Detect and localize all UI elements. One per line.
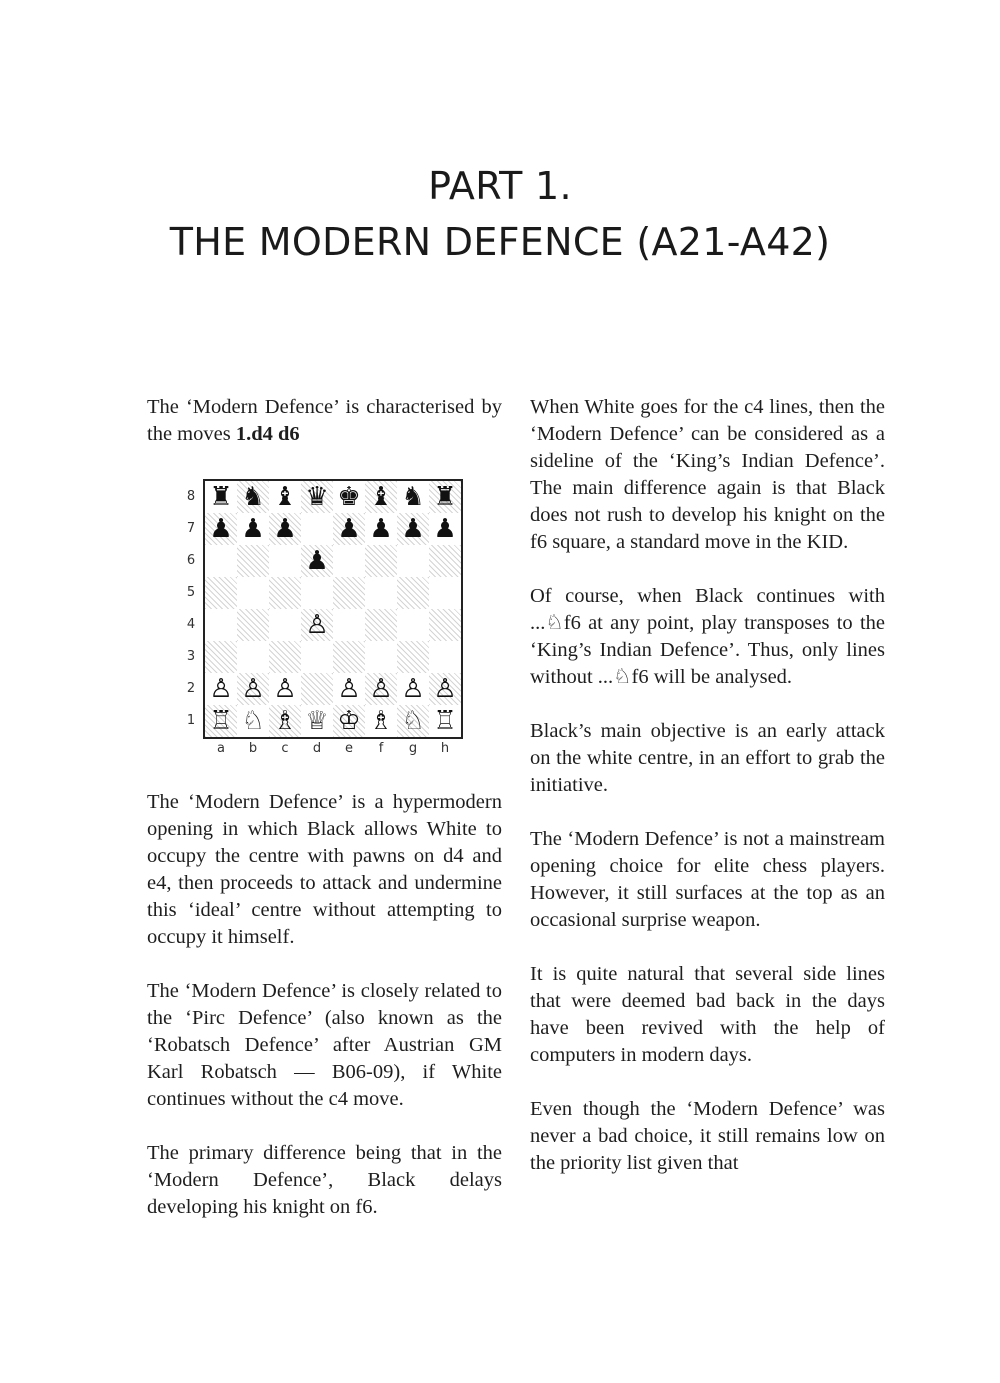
rank-label: 5	[186, 585, 196, 600]
square-h6	[429, 545, 461, 577]
rank-label: 3	[186, 649, 196, 664]
square-d7	[301, 513, 333, 545]
square-g6	[397, 545, 429, 577]
square-b2	[237, 673, 269, 705]
file-label: d	[312, 741, 322, 756]
file-label: e	[345, 741, 353, 756]
rank-label: 8	[186, 489, 196, 504]
chess-piece: ♚	[337, 482, 361, 512]
chess-piece: ♟	[369, 514, 393, 544]
chess-piece: ♙	[337, 674, 361, 704]
chess-piece: ♞	[401, 482, 425, 512]
chess-piece: ♗	[273, 706, 297, 736]
right-paragraph-3: Black’s main objective is an early attack on the white centre, in an effort to grab the initiative.	[530, 720, 885, 796]
square-g2	[397, 673, 429, 705]
chess-piece: ♜	[433, 482, 457, 512]
square-g7	[397, 513, 429, 545]
chess-piece: ♙	[433, 674, 457, 704]
square-e5	[333, 577, 365, 609]
square-d8	[301, 481, 333, 513]
square-d3	[301, 641, 333, 673]
chess-piece: ♘	[401, 706, 425, 736]
square-d6	[301, 545, 333, 577]
square-b1	[237, 705, 269, 737]
square-c8	[269, 481, 301, 513]
square-e8	[333, 481, 365, 513]
chess-piece: ♙	[305, 610, 329, 640]
file-label: h	[440, 741, 450, 756]
chess-piece: ♞	[241, 482, 265, 512]
left-paragraph-2: The ‘Modern Defence’ is a hypermodern opening in which Black allows White to occupy the centre with pawns on d4 and e4, then proceeds to attack and undermine this ‘ideal’ centre without attempting to occupy it himself.	[147, 791, 502, 948]
file-label: g	[408, 741, 418, 756]
intro-moves: 1.d4 d6	[235, 423, 300, 445]
square-e3	[333, 641, 365, 673]
right-paragraph-5: It is quite natural that several side lines that were deemed bad back in the days have been revived with the help of computers in modern days.	[530, 963, 885, 1066]
square-g1	[397, 705, 429, 737]
square-c7	[269, 513, 301, 545]
chess-piece: ♟	[209, 514, 233, 544]
chess-diagram	[147, 475, 467, 775]
chess-piece: ♝	[273, 482, 297, 512]
square-h4	[429, 609, 461, 641]
chess-piece: ♟	[241, 514, 265, 544]
chess-piece: ♟	[305, 546, 329, 576]
square-a7	[205, 513, 237, 545]
square-c1	[269, 705, 301, 737]
square-f4	[365, 609, 397, 641]
square-f2	[365, 673, 397, 705]
square-b7	[237, 513, 269, 545]
square-e7	[333, 513, 365, 545]
square-b6	[237, 545, 269, 577]
rank-label: 6	[186, 553, 196, 568]
square-f7	[365, 513, 397, 545]
square-a2	[205, 673, 237, 705]
square-b4	[237, 609, 269, 641]
file-label: f	[378, 741, 384, 756]
chess-piece: ♘	[241, 706, 265, 736]
left-paragraph-3: The ‘Modern Defence’ is closely related to the ‘Pirc Defence’ (also known as the ‘Robatsch Defence’ after Austrian GM Karl Robatsch — B06-09), if White continues without the c4 move.	[147, 980, 502, 1110]
left-paragraph-4: The primary difference being that in the ‘Modern Defence’, Black delays developing his knight on f6.	[147, 1142, 502, 1218]
square-c2	[269, 673, 301, 705]
right-paragraph-2: Of course, when Black continues with ...♘f6 at any point, play transposes to the ‘King’s Indian Defence’. Thus, only lines without ...♘f6 will be analysed.	[530, 585, 885, 688]
square-a6	[205, 545, 237, 577]
square-b8	[237, 481, 269, 513]
square-c5	[269, 577, 301, 609]
square-h2	[429, 673, 461, 705]
chess-piece: ♟	[337, 514, 361, 544]
square-h1	[429, 705, 461, 737]
chess-piece: ♙	[369, 674, 393, 704]
chess-piece: ♟	[433, 514, 457, 544]
intro-text: The ‘Modern Defence’ is characterised by the moves	[147, 396, 502, 445]
chess-piece: ♜	[209, 482, 233, 512]
chess-piece: ♕	[305, 706, 329, 736]
square-g3	[397, 641, 429, 673]
chapter-title-line2: THE MODERN DEFENCE (A21-A42)	[169, 220, 831, 264]
square-h5	[429, 577, 461, 609]
chess-piece: ♙	[401, 674, 425, 704]
chess-piece: ♝	[369, 482, 393, 512]
file-label: a	[217, 741, 225, 756]
chess-piece: ♟	[273, 514, 297, 544]
square-g4	[397, 609, 429, 641]
left-column	[147, 394, 502, 1248]
chess-piece: ♔	[337, 706, 361, 736]
right-column	[530, 394, 885, 1204]
square-e2	[333, 673, 365, 705]
square-a4	[205, 609, 237, 641]
square-g5	[397, 577, 429, 609]
square-f8	[365, 481, 397, 513]
right-paragraph-6: Even though the ‘Modern Defence’ was never a bad choice, it still remains low on the priority list given that	[530, 1098, 885, 1174]
square-e1	[333, 705, 365, 737]
square-d5	[301, 577, 333, 609]
square-g8	[397, 481, 429, 513]
chess-piece: ♖	[433, 706, 457, 736]
rank-label: 4	[186, 617, 196, 632]
square-h3	[429, 641, 461, 673]
square-d1	[301, 705, 333, 737]
rank-label: 1	[186, 713, 196, 728]
chess-piece: ♙	[273, 674, 297, 704]
rank-label: 7	[186, 521, 196, 536]
square-h7	[429, 513, 461, 545]
square-a8	[205, 481, 237, 513]
square-f6	[365, 545, 397, 577]
square-b5	[237, 577, 269, 609]
chess-piece: ♙	[209, 674, 233, 704]
square-d2	[301, 673, 333, 705]
chess-piece: ♛	[305, 482, 329, 512]
file-label: c	[281, 741, 289, 756]
chapter-title	[0, 158, 1000, 270]
square-b3	[237, 641, 269, 673]
square-c4	[269, 609, 301, 641]
chess-piece: ♙	[241, 674, 265, 704]
square-f3	[365, 641, 397, 673]
square-a1	[205, 705, 237, 737]
chess-piece: ♖	[209, 706, 233, 736]
square-c3	[269, 641, 301, 673]
square-h8	[429, 481, 461, 513]
right-paragraph-1: When White goes for the c4 lines, then the ‘Modern Defence’ can be considered as a sideline of the ‘King’s Indian Defence’. The main difference again is that Black does not rush to develop his knight on the f6 square, a standard move in the KID.	[530, 396, 885, 553]
square-c6	[269, 545, 301, 577]
left-paragraph-1	[147, 394, 502, 448]
chess-piece: ♟	[401, 514, 425, 544]
square-f5	[365, 577, 397, 609]
square-f1	[365, 705, 397, 737]
square-a5	[205, 577, 237, 609]
square-a3	[205, 641, 237, 673]
right-paragraph-4: The ‘Modern Defence’ is not a mainstream opening choice for elite chess players. However, it still surfaces at the top as an occasional surprise weapon.	[530, 828, 885, 931]
chess-piece: ♗	[369, 706, 393, 736]
rank-label: 2	[186, 681, 196, 696]
square-d4	[301, 609, 333, 641]
square-e6	[333, 545, 365, 577]
file-label: b	[248, 741, 258, 756]
square-e4	[333, 609, 365, 641]
chess-board	[203, 479, 463, 739]
chapter-title-line1: PART 1.	[428, 164, 572, 208]
